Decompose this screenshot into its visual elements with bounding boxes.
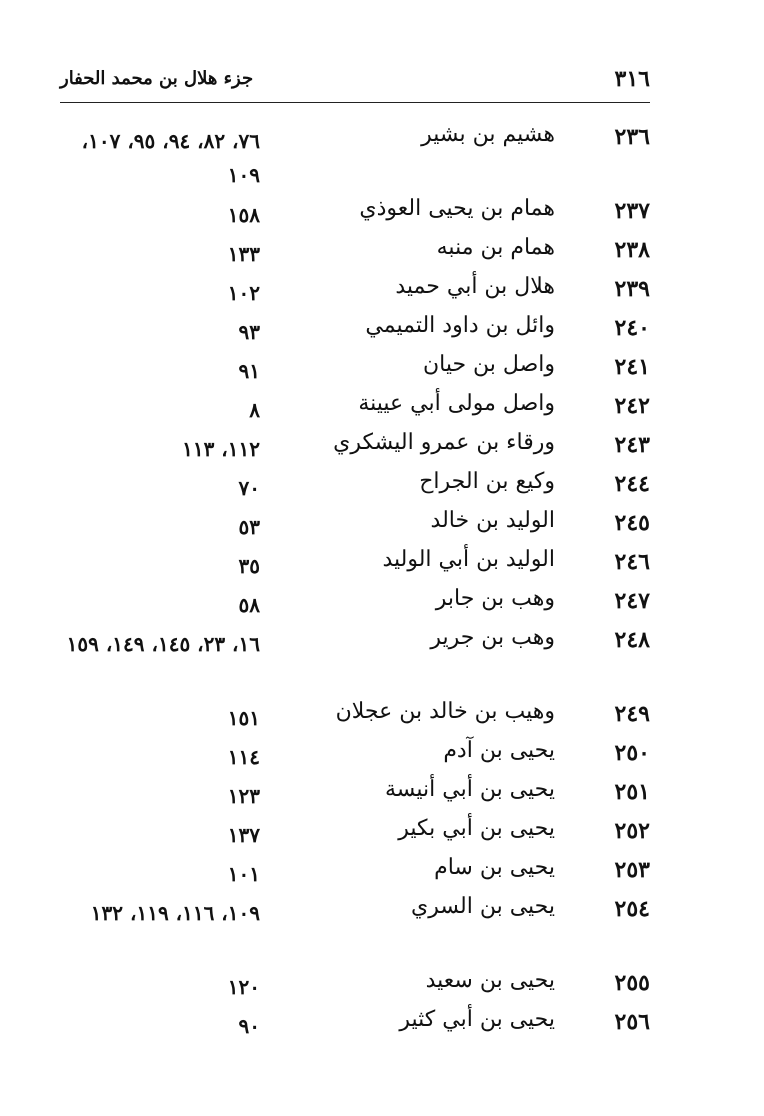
- index-row: [60, 892, 650, 966]
- index-row: [60, 506, 650, 545]
- entry-number: ٢٤٧: [614, 588, 650, 614]
- index-row: [60, 272, 650, 311]
- page-references: ٨: [249, 398, 260, 422]
- entry-number: ٢٥٣: [614, 857, 650, 883]
- entry-number: ٢٣٧: [614, 198, 650, 224]
- index-row: [60, 775, 650, 814]
- page-references: ١٢٣: [227, 784, 260, 808]
- narrator-name: وهب بن جرير: [430, 625, 555, 650]
- narrator-name: يحيى بن آدم: [443, 738, 555, 763]
- index-row: [60, 966, 650, 1005]
- page-references: ١١٢، ١١٣: [182, 437, 260, 461]
- page-references: ٩٣: [238, 320, 260, 344]
- narrator-name: ورقاء بن عمرو اليشكري: [333, 430, 555, 455]
- page-header: [60, 60, 650, 103]
- narrator-name: يحيى بن سعيد: [425, 968, 555, 993]
- page-references: ١٠١: [227, 862, 260, 886]
- narrator-name: واصل بن حيان: [422, 352, 555, 377]
- page-references: ١٣٧: [227, 823, 260, 847]
- narrator-name: يحيى بن أبي كثير: [399, 1007, 555, 1032]
- index-row: [60, 545, 650, 584]
- index-row: [60, 350, 650, 389]
- narrator-name: وائل بن داود التميمي: [365, 313, 555, 338]
- index-row: [60, 853, 650, 892]
- narrator-name: وكيع بن الجراح: [419, 469, 555, 494]
- page-references: ٣٥: [238, 554, 260, 578]
- index-row: [60, 311, 650, 350]
- index-row: [60, 736, 650, 775]
- index-row: [60, 120, 650, 194]
- entry-number: ٢٣٦: [614, 124, 650, 150]
- page-references: ٥٣: [238, 515, 260, 539]
- index-row: [60, 467, 650, 506]
- page-references: ١١٤: [227, 745, 260, 769]
- index-row: [60, 1005, 650, 1044]
- page-references: ١٠٢: [227, 281, 260, 305]
- page-references: ١٠٩، ١١٦، ١١٩، ١٣٢: [90, 901, 260, 925]
- entry-number: ٢٤٦: [614, 549, 650, 575]
- narrator-name: يحيى بن السري: [411, 894, 555, 919]
- page-references: ٧٠: [238, 476, 260, 500]
- page-references: ٥٨: [238, 593, 260, 617]
- narrator-name: وهب بن جابر: [435, 586, 555, 611]
- page-references: ١٢٠: [227, 975, 260, 999]
- entry-number: ٢٤٣: [614, 432, 650, 458]
- page-references: ١٣٣: [227, 242, 260, 266]
- index-list: [60, 120, 650, 1044]
- narrator-name: هلال بن أبي حميد: [395, 274, 555, 299]
- narrator-name: الوليد بن خالد: [430, 508, 555, 533]
- page-references: ١٥١: [227, 706, 260, 730]
- book-title: جزء هلال بن محمد الحفار: [60, 68, 254, 89]
- entry-number: ٢٥٢: [614, 818, 650, 844]
- narrator-name: همام بن منبه: [436, 235, 555, 260]
- index-row: [60, 584, 650, 623]
- index-row: [60, 194, 650, 233]
- entry-number: ٢٤٨: [614, 627, 650, 653]
- entry-number: ٢٤٥: [614, 510, 650, 536]
- page-references: ١٦، ٢٣، ١٤٥، ١٤٩، ١٥٩: [66, 632, 260, 656]
- entry-number: ٢٤٩: [614, 701, 650, 727]
- entry-number: ٢٥١: [614, 779, 650, 805]
- index-row: [60, 389, 650, 428]
- page-references: ٧٦، ٨٢، ٩٤، ٩٥، ١٠٧، ١٠٩: [81, 129, 260, 187]
- narrator-name: يحيى بن أبي بكير: [398, 816, 555, 841]
- page-number: ٣١٦: [614, 66, 650, 92]
- entry-number: ٢٣٩: [614, 276, 650, 302]
- entry-number: ٢٤٤: [614, 471, 650, 497]
- entry-number: ٢٥٤: [614, 896, 650, 922]
- entry-number: ٢٥٥: [614, 970, 650, 996]
- narrator-name: يحيى بن أبي أنيسة: [384, 777, 555, 802]
- page-references: ٩١: [238, 359, 260, 383]
- index-row: [60, 428, 650, 467]
- page-references: ١٥٨: [227, 203, 260, 227]
- entry-number: ٢٥٠: [614, 740, 650, 766]
- entry-number: ٢٤١: [614, 354, 650, 380]
- entry-number: ٢٤٠: [614, 315, 650, 341]
- index-row: [60, 814, 650, 853]
- narrator-name: الوليد بن أبي الوليد: [382, 547, 555, 572]
- index-row: [60, 233, 650, 272]
- page-references: ٩٠: [238, 1014, 260, 1038]
- narrator-name: هشيم بن بشير: [421, 122, 555, 147]
- entry-number: ٢٥٦: [614, 1009, 650, 1035]
- entry-number: ٢٤٢: [614, 393, 650, 419]
- index-row: [60, 697, 650, 736]
- entry-number: ٢٣٨: [614, 237, 650, 263]
- narrator-name: وهيب بن خالد بن عجلان: [335, 699, 555, 724]
- narrator-name: واصل مولى أبي عيينة: [358, 391, 555, 416]
- index-row: [60, 623, 650, 697]
- narrator-name: همام بن يحيى العوذي: [359, 196, 555, 221]
- narrator-name: يحيى بن سام: [434, 855, 555, 880]
